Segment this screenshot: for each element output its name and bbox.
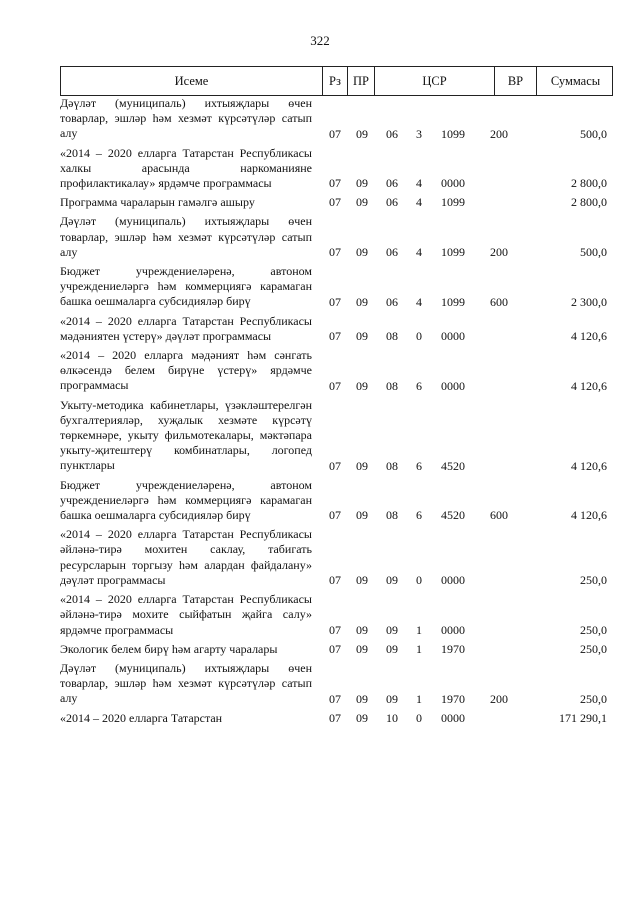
row-csr-code: 0000 — [441, 329, 465, 344]
table-row — [60, 527, 613, 588]
row-name: Дәүләт (муниципаль) ихтыяҗлары өчен товарлар, эшләр һәм хезмәт күрсәтүләр сатып алу — [60, 660, 312, 706]
row-csr-program: 06 — [386, 195, 398, 210]
table-row — [60, 398, 613, 474]
row-csr-subprogram: 6 — [416, 378, 422, 393]
row-csr-code: 1099 — [441, 294, 465, 309]
row-sum: 4 120,6 — [571, 329, 607, 344]
row-csr-program: 08 — [386, 458, 398, 473]
table-row — [60, 314, 613, 344]
row-pr: 09 — [356, 710, 368, 725]
row-csr-subprogram: 0 — [416, 329, 422, 344]
row-name: Укыту-методика кабинетлары, үзәкләштерелгән бухгалтерияләр, хуҗалык хезмәте күрсәтү төркемнәре, укыту фильмотекалары, мәктәпара укыту-җитештерү комбинатлары, логопед пунктлары — [60, 397, 312, 473]
row-rz: 07 — [329, 573, 341, 588]
row-csr-program: 09 — [386, 573, 398, 588]
row-csr-program: 10 — [386, 710, 398, 725]
row-pr: 09 — [356, 508, 368, 523]
row-pr: 09 — [356, 294, 368, 309]
table-row — [60, 96, 613, 142]
row-sum: 500,0 — [580, 126, 607, 141]
row-name: Бюджет учреждениеләренә, автоном учреждениеләргә һәм коммерциягә карамаган башка оешмаларга субсидияләр бирү — [60, 264, 312, 309]
row-csr-program: 09 — [386, 641, 398, 656]
row-csr-subprogram: 1 — [416, 641, 422, 656]
row-sum: 250,0 — [580, 622, 607, 637]
row-rz: 07 — [329, 508, 341, 523]
table-row — [60, 195, 613, 210]
page-number: 322 — [310, 33, 330, 48]
row-rz: 07 — [329, 126, 341, 141]
row-csr-subprogram: 4 — [416, 294, 422, 309]
row-codes — [60, 573, 613, 588]
row-csr-program: 09 — [386, 622, 398, 637]
row-sum: 4 120,6 — [571, 378, 607, 393]
row-name: «2014 – 2020 елларга Татарстан Республикасы халкы арасында наркоманияне профилактикалау» ярдәмче программасы — [60, 145, 312, 191]
row-sum: 4 120,6 — [571, 458, 607, 473]
header-csr: ЦСР — [375, 67, 495, 95]
row-name: «2014 – 2020 елларга Татарстан Республикасы әйләнә-тирә мохитен саклау, табигать ресурсларын торгызу һәм алардан файдалану» дәүләт программасы — [60, 527, 312, 587]
table-body — [60, 96, 613, 730]
row-codes — [60, 127, 613, 142]
row-name: «2014 – 2020 елларга мәдәният һәм сәнгать өлкәсендә белем бирүне үстерү» ярдәмче программасы — [60, 348, 312, 393]
row-pr: 09 — [356, 126, 368, 141]
row-codes — [60, 295, 613, 310]
row-csr-program: 06 — [386, 294, 398, 309]
row-csr-program: 06 — [386, 176, 398, 191]
row-csr-code: 0000 — [441, 573, 465, 588]
row-codes — [60, 692, 613, 707]
row-rz: 07 — [329, 458, 341, 473]
table-row — [60, 478, 613, 524]
row-vr: 200 — [490, 691, 508, 706]
row-pr: 09 — [356, 573, 368, 588]
row-csr-subprogram: 1 — [416, 691, 422, 706]
row-codes — [60, 379, 613, 394]
header-vr: ВР — [495, 67, 537, 95]
row-pr: 09 — [356, 329, 368, 344]
row-pr: 09 — [356, 458, 368, 473]
row-sum: 4 120,6 — [571, 508, 607, 523]
row-codes — [60, 176, 613, 191]
row-csr-code: 0000 — [441, 176, 465, 191]
row-csr-program: 08 — [386, 378, 398, 393]
row-codes — [60, 711, 613, 726]
row-vr: 200 — [490, 126, 508, 141]
row-name: Дәүләт (муниципаль) ихтыяҗлары өчен товарлар, эшләр һәм хезмәт күрсәтүләр сатып алу — [60, 96, 312, 141]
table-row — [60, 592, 613, 638]
row-csr-program: 08 — [386, 508, 398, 523]
row-sum: 2 800,0 — [571, 195, 607, 210]
header-rz: Рз — [323, 67, 348, 95]
row-vr: 600 — [490, 294, 508, 309]
row-sum: 2 300,0 — [571, 294, 607, 309]
row-csr-code: 4520 — [441, 458, 465, 473]
row-csr-subprogram: 0 — [416, 710, 422, 725]
row-csr-subprogram: 1 — [416, 622, 422, 637]
row-csr-code: 1099 — [441, 195, 465, 210]
row-csr-subprogram: 0 — [416, 573, 422, 588]
row-sum: 250,0 — [580, 573, 607, 588]
table-row — [60, 348, 613, 394]
row-csr-code: 0000 — [441, 622, 465, 637]
row-rz: 07 — [329, 622, 341, 637]
row-codes — [60, 623, 613, 638]
row-rz: 07 — [329, 245, 341, 260]
row-sum: 250,0 — [580, 641, 607, 656]
row-rz: 07 — [329, 710, 341, 725]
row-csr-subprogram: 4 — [416, 176, 422, 191]
row-csr-code: 1970 — [441, 691, 465, 706]
row-csr-code: 1970 — [441, 641, 465, 656]
row-rz: 07 — [329, 176, 341, 191]
row-codes — [60, 329, 613, 344]
row-pr: 09 — [356, 195, 368, 210]
row-name: «2014 – 2020 елларга Татарстан Республикасы мәдәниятен үстерү» дәүләт программасы — [60, 313, 312, 343]
row-pr: 09 — [356, 378, 368, 393]
row-csr-subprogram: 3 — [416, 126, 422, 141]
table-row — [60, 264, 613, 310]
table-row — [60, 146, 613, 192]
row-pr: 09 — [356, 641, 368, 656]
row-csr-program: 09 — [386, 691, 398, 706]
row-sum: 250,0 — [580, 691, 607, 706]
row-pr: 09 — [356, 691, 368, 706]
table-row — [60, 711, 613, 726]
row-codes — [60, 508, 613, 523]
row-csr-subprogram: 4 — [416, 195, 422, 210]
row-csr-program: 06 — [386, 245, 398, 260]
row-csr-subprogram: 6 — [416, 458, 422, 473]
row-vr: 600 — [490, 508, 508, 523]
row-rz: 07 — [329, 329, 341, 344]
row-codes — [60, 195, 613, 210]
row-csr-code: 0000 — [441, 378, 465, 393]
header-sum: Суммасы — [550, 74, 601, 88]
row-rz: 07 — [329, 294, 341, 309]
row-name: «2014 – 2020 елларга Татарстан Республикасы әйләнә-тирә мохите сыйфатын җайга салу» ярдәмче программасы — [60, 592, 312, 637]
row-codes — [60, 245, 613, 260]
row-csr-program: 08 — [386, 329, 398, 344]
row-rz: 07 — [329, 691, 341, 706]
table-row — [60, 642, 613, 657]
row-csr-program: 06 — [386, 126, 398, 141]
row-sum: 171 290,1 — [559, 710, 607, 725]
row-codes — [60, 642, 613, 657]
row-name: Дәүләт (муниципаль) ихтыяҗлары өчен товарлар, эшләр һәм хезмәт күрсәтүләр сатып алу — [60, 214, 312, 259]
row-csr-code: 1099 — [441, 245, 465, 260]
row-sum: 500,0 — [580, 245, 607, 260]
table-row — [60, 661, 613, 707]
table-row — [60, 214, 613, 260]
row-codes — [60, 459, 613, 474]
row-csr-code: 1099 — [441, 126, 465, 141]
header-pr: ПР — [348, 67, 375, 95]
row-csr-code: 4520 — [441, 508, 465, 523]
row-pr: 09 — [356, 622, 368, 637]
row-csr-subprogram: 6 — [416, 508, 422, 523]
row-csr-code: 0000 — [441, 710, 465, 725]
header-name: Исеме — [61, 67, 323, 95]
row-pr: 09 — [356, 176, 368, 191]
row-name: Экологик белем бирү һәм агарту чаралары — [60, 641, 278, 656]
row-name: Бюджет учреждениеләренә, автоном учреждениеләргә һәм коммерциягә карамаган башка оешмаларга субсидияләр бирү — [60, 477, 312, 523]
row-name: «2014 – 2020 елларга Татарстан — [60, 710, 223, 725]
row-name: Программа чараларын гамәлгә ашыру — [60, 195, 255, 210]
row-rz: 07 — [329, 195, 341, 210]
row-pr: 09 — [356, 245, 368, 260]
row-vr: 200 — [490, 245, 508, 260]
table-header — [60, 66, 613, 96]
row-rz: 07 — [329, 641, 341, 656]
row-rz: 07 — [329, 378, 341, 393]
row-csr-subprogram: 4 — [416, 245, 422, 260]
row-sum: 2 800,0 — [571, 176, 607, 191]
